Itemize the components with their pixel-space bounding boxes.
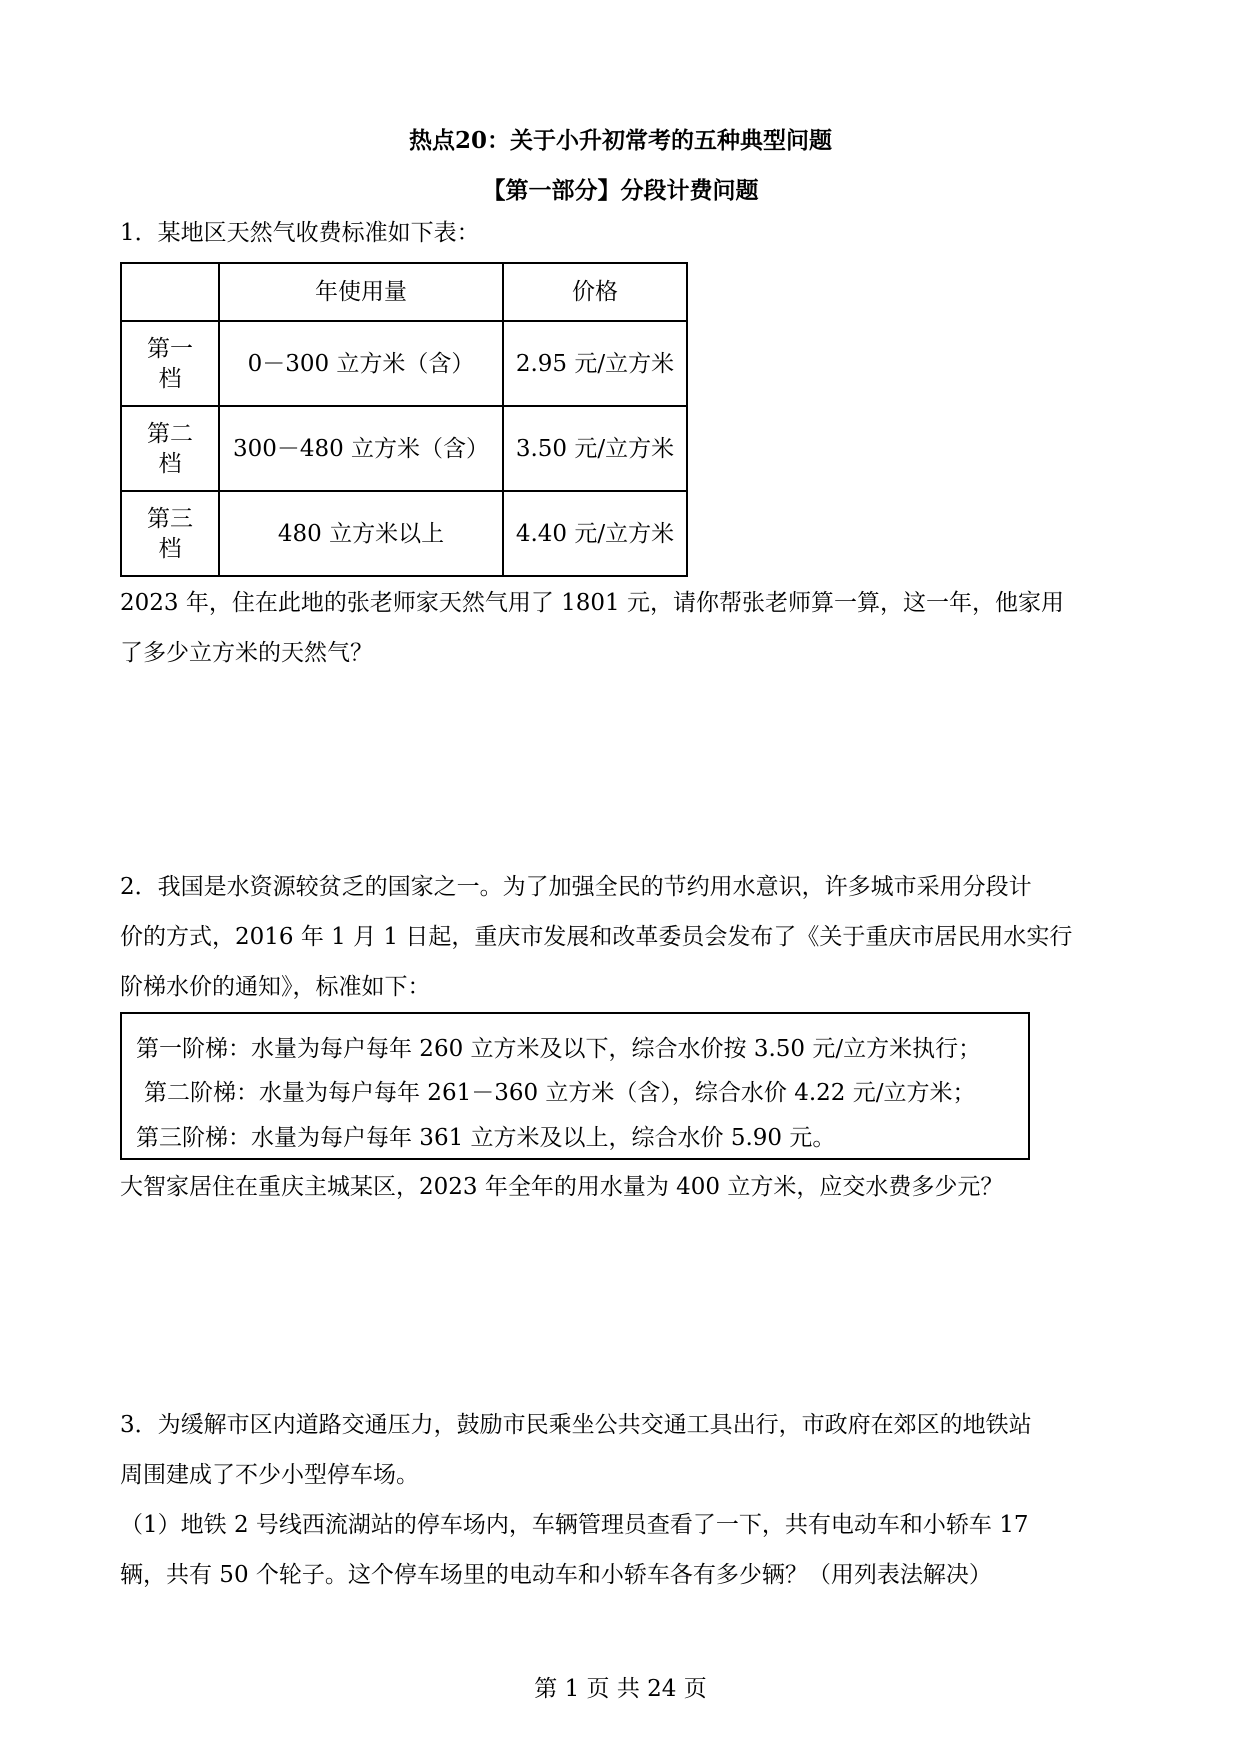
q1-question-line: 2023 年，住在此地的张老师家天然气用了 1801 元，请你帮张老师算一算，这一年，他家用 bbox=[120, 590, 1064, 616]
table-header-cell: 年使用量 bbox=[219, 263, 503, 321]
page-number: 第 1 页 共 24 页 bbox=[534, 1676, 707, 1702]
tier-label: 第三 bbox=[147, 505, 193, 532]
q2-text-line: 2．我国是水资源较贫乏的国家之一。为了加强全民的节约用水意识，许多城市采用分段计 bbox=[120, 874, 1032, 900]
usage-cell: 300－480 立方米（含） bbox=[219, 406, 503, 491]
table-header-row bbox=[121, 263, 687, 321]
table-row bbox=[121, 321, 687, 406]
usage-cell: 0－300 立方米（含） bbox=[219, 321, 503, 406]
box-line: 第三阶梯：水量为每户每年 361 立方米及以上，综合水价 5.90 元。 bbox=[136, 1125, 836, 1151]
q3-text-line: 3．为缓解市区内道路交通压力，鼓励市民乘坐公共交通工具出行，市政府在郊区的地铁站 bbox=[120, 1412, 1032, 1438]
tier-cell bbox=[121, 406, 219, 491]
box-line: 第二阶梯：水量为每户每年 261－360 立方米（含），综合水价 4.22 元/立方米； bbox=[144, 1080, 976, 1106]
price-cell: 4.40 元/立方米 bbox=[503, 491, 687, 576]
table-header-cell: 价格 bbox=[503, 263, 687, 321]
section-heading: 【第一部分】分段计费问题 bbox=[482, 177, 759, 204]
q2-text-line: 阶梯水价的通知》，标准如下： bbox=[120, 974, 431, 1000]
q1-intro: 1．某地区天然气收费标准如下表： bbox=[120, 220, 480, 246]
price-cell: 3.50 元/立方米 bbox=[503, 406, 687, 491]
q3-sub-question-line: （1）地铁 2 号线西流湖站的停车场内，车辆管理员查看了一下，共有电动车和小轿车 17 bbox=[120, 1512, 1029, 1538]
q3-text-line: 周围建成了不少小型停车场。 bbox=[120, 1462, 419, 1488]
q2-question: 大智家居住在重庆主城某区，2023 年全年的用水量为 400 立方米，应交水费多少元？ bbox=[120, 1174, 1004, 1200]
tier-cell bbox=[121, 491, 219, 576]
box-line: 第一阶梯：水量为每户每年 260 立方米及以下，综合水价按 3.50 元/立方米执行； bbox=[136, 1036, 982, 1062]
table-row bbox=[121, 491, 687, 576]
table-row bbox=[121, 406, 687, 491]
tier-label: 档 bbox=[158, 450, 182, 477]
tier-cell bbox=[121, 321, 219, 406]
q3-sub-question-line: 辆，共有 50 个轮子。这个停车场里的电动车和小轿车各有多少辆？（用列表法解决） bbox=[120, 1562, 992, 1588]
q2-text-line: 价的方式，2016 年 1 月 1 日起，重庆市发展和改革委员会发布了《关于重庆市居民用水实行 bbox=[120, 924, 1073, 950]
tier-label: 第二 bbox=[147, 420, 193, 447]
gas-price-table bbox=[120, 262, 688, 577]
usage-cell: 480 立方米以上 bbox=[219, 491, 503, 576]
water-tier-box bbox=[120, 1012, 1030, 1160]
price-cell: 2.95 元/立方米 bbox=[503, 321, 687, 406]
tier-label: 档 bbox=[158, 535, 182, 562]
page-title: 热点20：关于小升初常考的五种典型问题 bbox=[408, 127, 832, 154]
tier-label: 第一 bbox=[147, 335, 193, 362]
q1-question-line: 了多少立方米的天然气？ bbox=[120, 640, 373, 666]
table-header-cell bbox=[121, 263, 219, 321]
tier-label: 档 bbox=[158, 365, 182, 392]
